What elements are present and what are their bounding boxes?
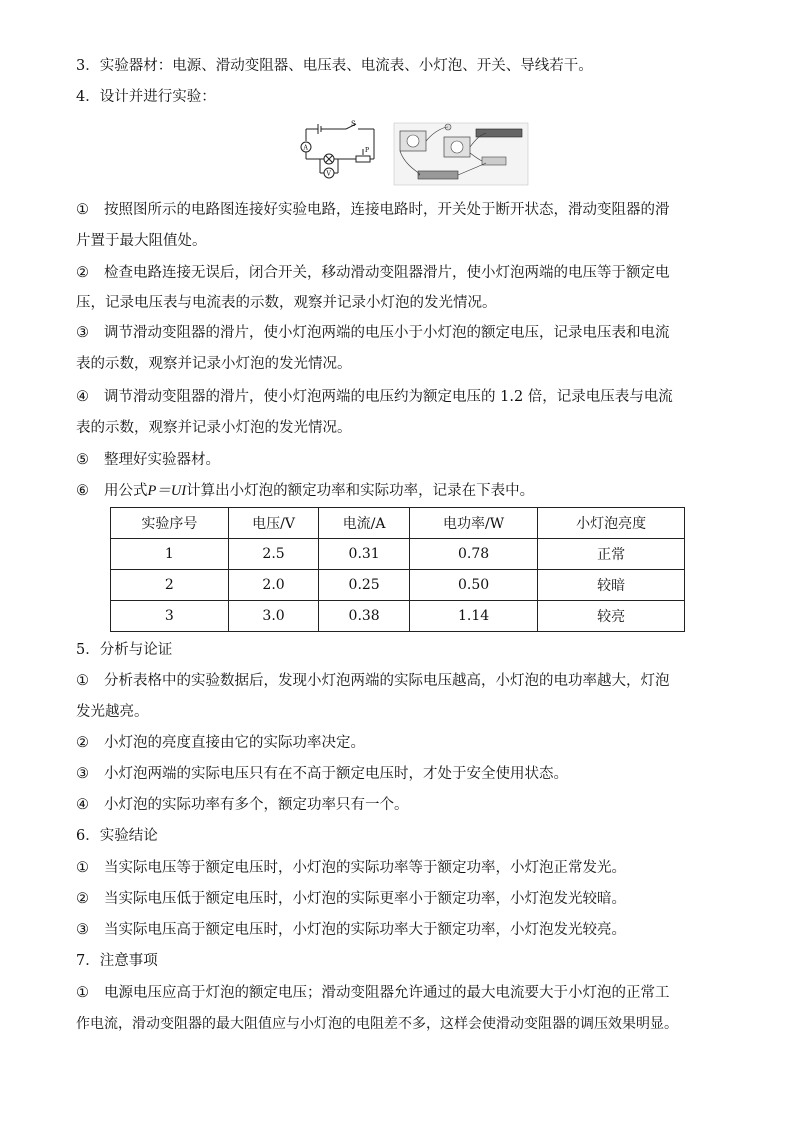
analysis-1-cont: 发光越亮。 bbox=[76, 704, 149, 720]
analysis-2 bbox=[76, 733, 365, 753]
step-number: ② bbox=[76, 265, 89, 281]
item-text: 小灯泡的亮度直接由它的实际功率决定。 bbox=[104, 735, 365, 751]
step-text: 调节滑动变阻器的滑片，使小灯泡两端的电压小于小灯泡的额定电压，记录电压表和电流 bbox=[104, 325, 670, 341]
table-header-row bbox=[111, 508, 685, 539]
switch-label: S bbox=[351, 120, 356, 128]
note-1 bbox=[76, 983, 670, 1003]
header-trial-number: 实验序号 bbox=[111, 508, 229, 539]
conclusion-3 bbox=[76, 920, 626, 940]
table-cell: 1.14 bbox=[409, 601, 537, 632]
item-number: ① bbox=[76, 673, 89, 689]
conclusion-2 bbox=[76, 889, 626, 909]
step-1-cont: 片置于最大阻值处。 bbox=[76, 233, 207, 249]
step-text-post: 计算出小灯泡的额定功率和实际功率，记录在下表中。 bbox=[186, 483, 535, 499]
table-row bbox=[111, 570, 685, 601]
item-number: ① bbox=[76, 985, 89, 1001]
analysis-3 bbox=[76, 764, 568, 784]
item-text: 小灯泡的实际功率有多个，额定功率只有一个。 bbox=[104, 797, 409, 813]
section-5-heading: 5．分析与论证 bbox=[76, 642, 173, 658]
item-number: ③ bbox=[76, 766, 89, 782]
results-table bbox=[110, 507, 685, 632]
table-cell: 2.5 bbox=[228, 539, 319, 570]
step-5 bbox=[76, 450, 220, 470]
table-cell: 0.25 bbox=[319, 570, 410, 601]
step-text-pre: 用公式 bbox=[104, 483, 148, 499]
ammeter-label: A bbox=[303, 144, 308, 152]
item-number: ④ bbox=[76, 797, 89, 813]
step-text: 整理好实验器材。 bbox=[104, 452, 220, 468]
item-text: 电源电压应高于灯泡的额定电压；滑动变阻器允许通过的最大电流要大于小灯泡的正常工 bbox=[104, 985, 670, 1001]
step-4 bbox=[76, 387, 673, 407]
step-2-cont: 压，记录电压表与电流表的示数，观察并记录小灯泡的发光情况。 bbox=[76, 295, 497, 311]
table-cell: 2.0 bbox=[228, 570, 319, 601]
table-cell: 正常 bbox=[538, 539, 685, 570]
step-number: ⑥ bbox=[76, 483, 89, 499]
table-cell: 3.0 bbox=[228, 601, 319, 632]
apparatus-photo bbox=[394, 123, 528, 185]
table-row bbox=[111, 539, 685, 570]
voltmeter-label: V bbox=[326, 170, 331, 178]
section-7-heading: 7．注意事项 bbox=[76, 953, 158, 969]
table-cell: 0.50 bbox=[409, 570, 537, 601]
header-voltage: 电压/V bbox=[228, 508, 319, 539]
step-text: 按照图所示的电路图连接好实验电路，连接电路时，开关处于断开状态，滑动变阻器的滑 bbox=[104, 202, 670, 218]
step-3-cont: 表的示数，观察并记录小灯泡的发光情况。 bbox=[76, 356, 352, 372]
item-text: 当实际电压高于额定电压时，小灯泡的实际功率大于额定功率，小灯泡发光较亮。 bbox=[104, 922, 626, 938]
circuit-diagram bbox=[301, 124, 374, 178]
step-text: 调节滑动变阻器的滑片，使小灯泡两端的电压约为额定电压的 1.2 倍，记录电压表与电流 bbox=[104, 389, 673, 405]
step-2 bbox=[76, 263, 670, 283]
item-number: ② bbox=[76, 735, 89, 751]
table-cell: 2 bbox=[111, 570, 229, 601]
table-cell: 0.78 bbox=[409, 539, 537, 570]
item-number: ③ bbox=[76, 922, 89, 938]
header-current: 电流/A bbox=[319, 508, 410, 539]
table-row bbox=[111, 601, 685, 632]
step-6 bbox=[76, 481, 534, 501]
section-6-heading: 6．实验结论 bbox=[76, 828, 158, 844]
header-brightness: 小灯泡亮度 bbox=[538, 508, 685, 539]
item-number: ① bbox=[76, 860, 89, 876]
step-number: ③ bbox=[76, 325, 89, 341]
item-text: 当实际电压等于额定电压时，小灯泡的实际功率等于额定功率，小灯泡正常发光。 bbox=[104, 860, 626, 876]
analysis-1 bbox=[76, 671, 670, 691]
table-cell: 较暗 bbox=[538, 570, 685, 601]
step-number: ⑤ bbox=[76, 452, 89, 468]
analysis-4 bbox=[76, 795, 409, 815]
table-cell: 1 bbox=[111, 539, 229, 570]
step-4-cont: 表的示数，观察并记录小灯泡的发光情况。 bbox=[76, 420, 352, 436]
circuit-figure bbox=[296, 119, 532, 187]
header-power: 电功率/W bbox=[409, 508, 537, 539]
step-3 bbox=[76, 323, 670, 343]
step-1 bbox=[76, 200, 670, 220]
step-text: 检查电路连接无误后，闭合开关，移动滑动变阻器滑片，使小灯泡两端的电压等于额定电 bbox=[104, 265, 670, 281]
table-cell: 0.38 bbox=[319, 601, 410, 632]
step-number: ① bbox=[76, 202, 89, 218]
item-text: 小灯泡两端的实际电压只有在不高于额定电压时，才处于安全使用状态。 bbox=[104, 766, 568, 782]
table-cell: 0.31 bbox=[319, 539, 410, 570]
table-cell: 3 bbox=[111, 601, 229, 632]
table-cell: 较亮 bbox=[538, 601, 685, 632]
section-3-materials: 3．实验器材：电源、滑动变阻器、电压表、电流表、小灯泡、开关、导线若干。 bbox=[76, 58, 593, 74]
item-text: 当实际电压低于额定电压时，小灯泡的实际更率小于额定功率，小灯泡发光较暗。 bbox=[104, 891, 626, 907]
conclusion-1 bbox=[76, 858, 626, 878]
step-number: ④ bbox=[76, 389, 89, 405]
item-number: ② bbox=[76, 891, 89, 907]
rheostat-label: P bbox=[365, 147, 370, 154]
section-4-heading: 4．设计并进行实验： bbox=[76, 89, 216, 105]
power-formula: P＝UI bbox=[147, 483, 187, 499]
note-1-cont: 作电流，滑动变阻器的最大阻值应与小灯泡的电阻差不多，这样会使滑动变阻器的调压效果明显。 bbox=[76, 1016, 678, 1032]
item-text: 分析表格中的实验数据后，发现小灯泡两端的实际电压越高，小灯泡的电功率越大，灯泡 bbox=[104, 673, 670, 689]
